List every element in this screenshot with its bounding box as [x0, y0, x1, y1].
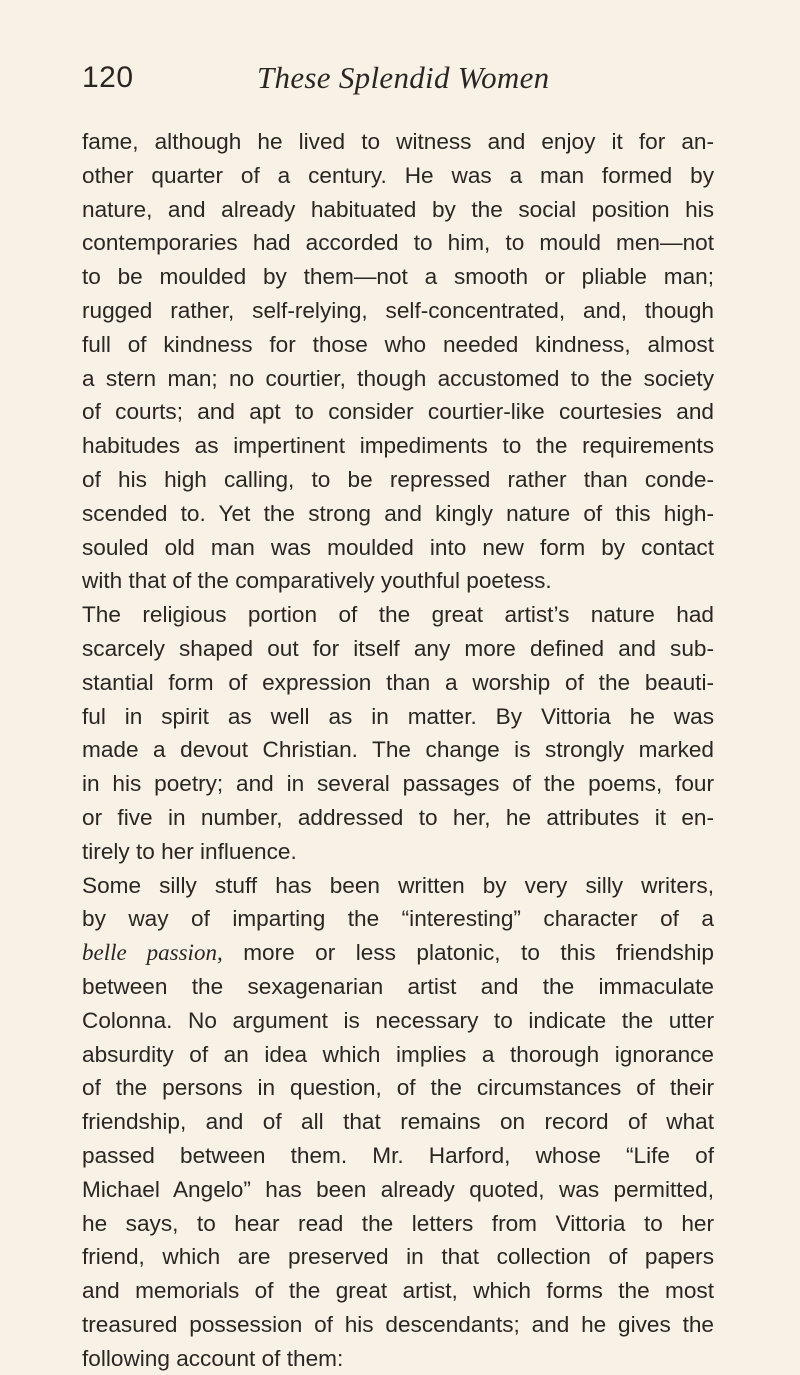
text-line: with that of the comparatively youthful poetess. [82, 568, 552, 594]
text-line: of courts; and apt to consider courtier-like courtesies and [82, 399, 714, 425]
body-text [82, 125, 714, 1375]
text-line: he says, to hear read the letters from Vittoria to her [82, 1210, 714, 1236]
text-line: absurdity of an idea which implies a thorough ignorance [82, 1041, 714, 1067]
text-line: a stern man; no courtier, though accustomed to the society [82, 365, 714, 391]
text-line: fame, although he lived to witness and enjoy it for an- [82, 129, 714, 154]
text-line: rugged rather, self-relying, self-concentrated, and, though [82, 297, 714, 323]
page-number: 120 [82, 61, 134, 94]
text-line: treasured possession of his descendants; and he gives the [82, 1311, 714, 1337]
text-line-rest: more or less platonic, to this friendship [222, 940, 714, 966]
text-line: following account of them: [82, 1345, 344, 1371]
paragraph-start-line: Some silly stuff has been written by very silly writers, [82, 872, 714, 898]
text-line: habitudes as impertinent impediments to the requirements [82, 433, 714, 459]
text-line: passed between them. Mr. Harford, whose “Life of [82, 1142, 714, 1168]
text-line: and memorials of the great artist, which forms the most [82, 1278, 714, 1304]
text-line: tirely to her influence. [82, 838, 297, 864]
text-line: stantial form of expression than a worship of the beauti- [82, 669, 714, 695]
italic-phrase: belle passion, [82, 940, 223, 966]
text-line: between the sexagenarian artist and the immaculate [82, 973, 714, 999]
text-line: friend, which are preserved in that collection of papers [82, 1244, 714, 1270]
text-line: of the persons in question, of the circumstances of their [82, 1075, 714, 1101]
text-line: by way of imparting the “interesting” character of a [82, 906, 714, 932]
text-line: made a devout Christian. The change is strongly marked [82, 737, 714, 763]
text-line: full of kindness for those who needed kindness, almost [82, 331, 714, 357]
text-line: souled old man was moulded into new form by contact [82, 534, 714, 560]
text-line-with-italic [82, 936, 714, 970]
text-line: Michael Angelo” has been already quoted, was permitted, [82, 1176, 714, 1202]
text-line: in his poetry; and in several passages of the poems, four [82, 771, 714, 797]
paragraph-start-line: The religious portion of the great artist’s nature had [82, 602, 714, 628]
text-line: scended to. Yet the strong and kingly nature of this high- [82, 500, 714, 526]
text-line: contemporaries had accorded to him, to mould men—not [82, 230, 714, 256]
text-line: friendship, and of all that remains on record of what [82, 1109, 714, 1135]
book-title: These Splendid Women [257, 60, 550, 95]
text-line: to be moulded by them—not a smooth or pliable man; [82, 264, 714, 290]
text-line: ful in spirit as well as in matter. By Vittoria he was [82, 703, 714, 729]
text-line: scarcely shaped out for itself any more defined and sub- [82, 635, 714, 661]
text-line: of his high calling, to be repressed rather than conde- [82, 466, 714, 492]
text-line: Colonna. No argument is necessary to indicate the utter [82, 1007, 714, 1033]
running-head [82, 60, 714, 100]
text-line: or five in number, addressed to her, he attributes it en- [82, 804, 714, 830]
text-line: nature, and already habituated by the social position his [82, 196, 714, 222]
text-line: other quarter of a century. He was a man formed by [82, 162, 714, 188]
